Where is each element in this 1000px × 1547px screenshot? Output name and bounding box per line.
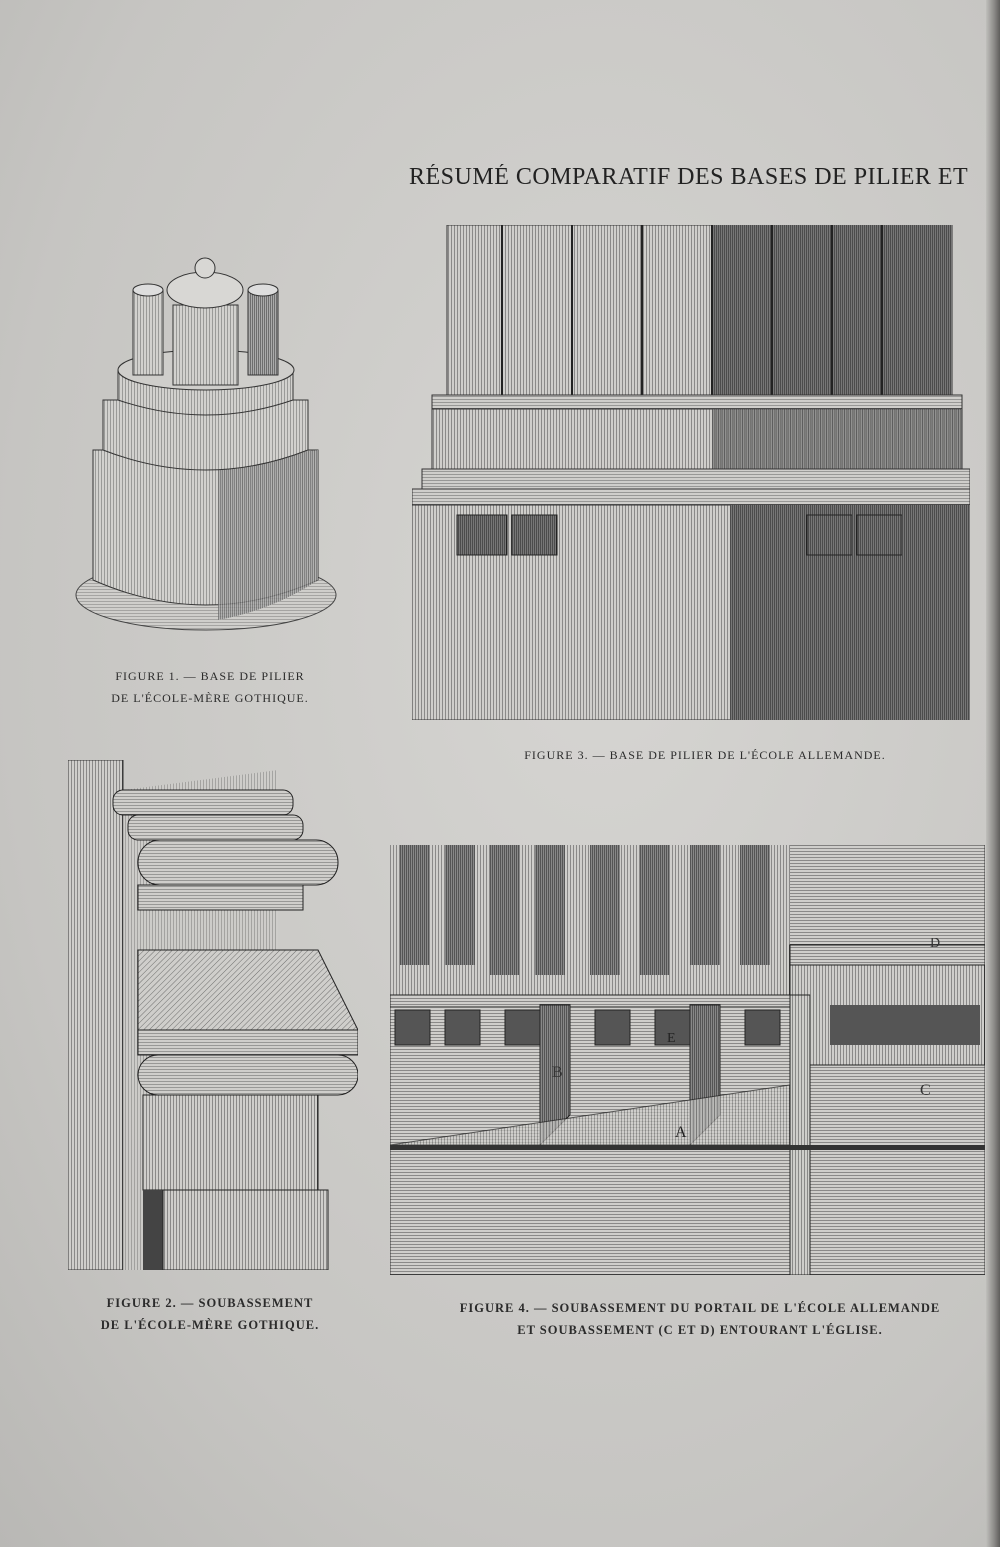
figure-4-caption-line2: ET SOUBASSEMENT (C ET D) ENTOURANT L'ÉGLISE. [517,1323,883,1337]
figure-4-label-b: B [552,1064,563,1081]
figure-3-illustration [412,225,970,720]
page-edge [986,0,1000,1547]
figure-4-caption [435,1297,965,1341]
figure-2-illustration [68,760,358,1270]
figure-3-caption-line1: FIGURE 3. — BASE DE PILIER DE L'ÉCOLE ALLEMANDE. [524,748,886,762]
figure-1-caption-line2: DE L'ÉCOLE-MÈRE GOTHIQUE. [111,691,309,705]
figure-4-label-a: A [675,1124,687,1141]
page-header: RÉSUMÉ COMPARATIF DES BASES DE PILIER ET [409,164,969,190]
figure-4-illustration [390,845,985,1275]
figure-1-caption [80,665,340,709]
figure-2-caption-line1: FIGURE 2. — SOUBASSEMENT [106,1296,314,1310]
figure-1-caption-line1: FIGURE 1. — BASE DE PILIER [115,669,305,683]
figure-1-illustration [68,250,343,650]
figure-4-label-e: E [667,1031,676,1046]
figure-3-caption [470,744,940,766]
figure-4-caption-line1: FIGURE 4. — SOUBASSEMENT DU PORTAIL DE L'ÉCOLE ALLEMANDE [459,1301,941,1315]
figure-2-caption-line2: DE L'ÉCOLE-MÈRE GOTHIQUE. [100,1318,320,1332]
figure-2-caption [80,1292,340,1336]
figure-4-label-c: C [920,1082,931,1099]
figure-4-label-d: D [930,936,941,951]
